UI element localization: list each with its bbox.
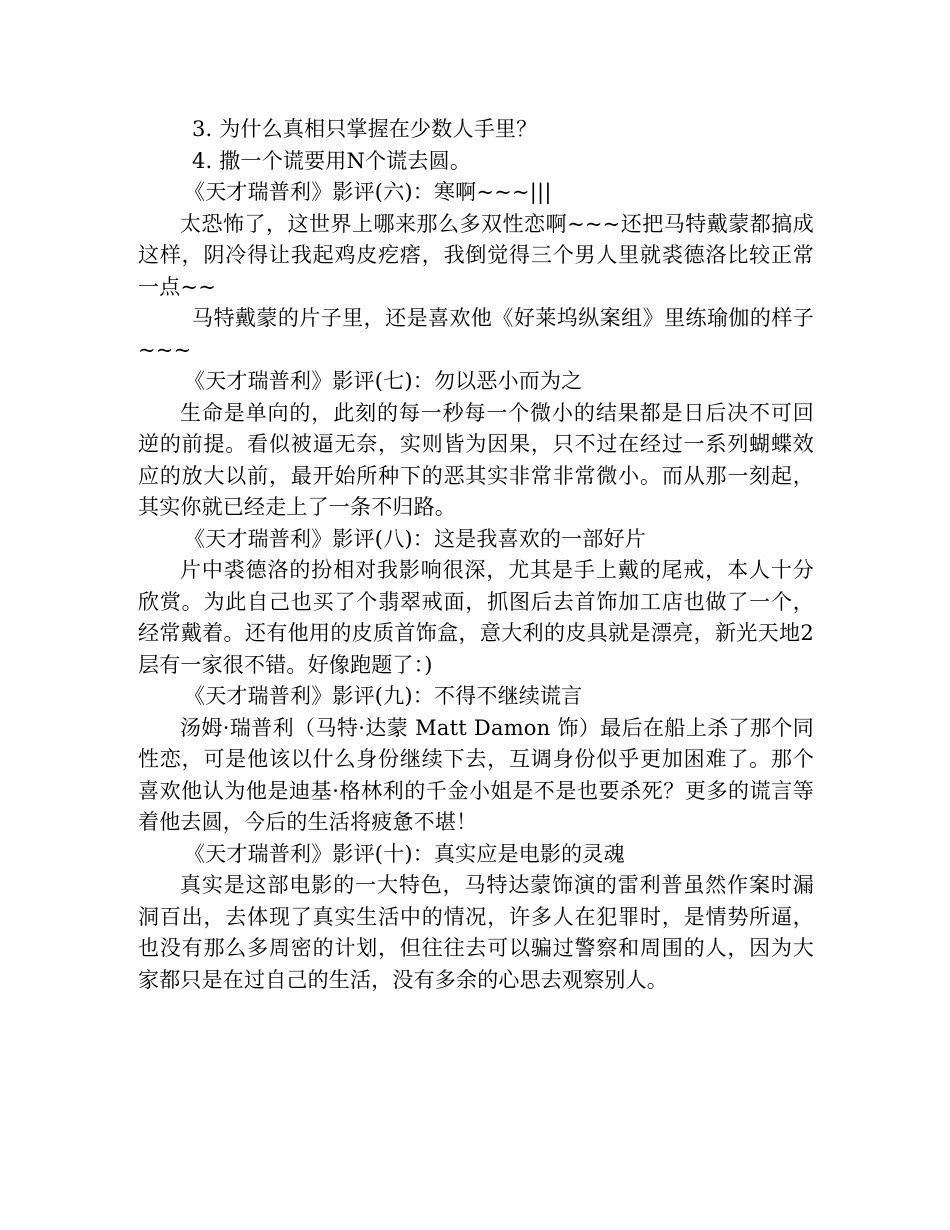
review-title-10: 《天才瑞普利》影评(十)：真实应是电影的灵魂 <box>184 841 625 866</box>
review-body-9: 汤姆·瑞普利（马特·达蒙 Matt Damon 饰）最后在船上杀了那个同性恋，可是他该以什么身份继续下去，互调身份似乎更加困难了。那个喜欢他认为他是迪基·格林利的千金小姐是不是也要杀死？更多的谎言等着他去圆，今后的生活将疲惫不堪！ <box>138 715 814 834</box>
document-body <box>138 114 814 996</box>
review-title-8: 《天才瑞普利》影评(八)：这是我喜欢的一部好片 <box>184 526 646 551</box>
review-title-6: 《天才瑞普利》影评(六)：寒啊~~~||| <box>184 180 552 204</box>
review-body-8: 片中裘德洛的扮相对我影响很深，尤其是手上戴的尾戒，本人十分欣赏。为此自己也买了个翡翠戒面，抓图后去首饰加工店也做了一个，经常戴着。还有他用的皮质首饰盒，意大利的皮具就是漂亮，新光天地2层有一家很不错。好像跑题了：) <box>138 558 814 677</box>
review-body-10: 真实是这部电影的一大特色，马特达蒙饰演的雷利普虽然作案时漏洞百出，去体现了真实生活中的情况，许多人在犯罪时，是情势所逼，也没有那么多周密的计划，但往往去可以骗过警察和周围的人，因为大家都只是在过自己的生活，没有多余的心思去观察别人。 <box>138 873 814 992</box>
list-item-4: 4. 撒一个谎要用N个谎去圆。 <box>192 148 472 173</box>
review-body-6-extra: 马特戴蒙的片子里，还是喜欢他《好莱坞纵案组》里练瑜伽的样子~~~ <box>138 306 814 362</box>
review-title-9: 《天才瑞普利》影评(九)：不得不继续谎言 <box>184 684 583 708</box>
review-body-7: 生命是单向的，此刻的每一秒每一个微小的结果都是日后决不可回逆的前提。看似被逼无奈，实则皆为因果，只不过在经过一系列蝴蝶效应的放大以前，最开始所种下的恶其实非常非常微小。而从那一刻起，其实你就已经走上了一条不归路。 <box>138 400 814 519</box>
list-item-3: 3. 为什么真相只掌握在少数人手里？ <box>192 117 538 141</box>
review-body-6: 太恐怖了，这世界上哪来那么多双性恋啊~~~还把马特戴蒙都搞成这样，阴冷得让我起鸡皮疙瘩，我倒觉得三个男人里就裘德洛比较正常一点~~ <box>138 211 814 299</box>
review-title-7: 《天才瑞普利》影评(七)：勿以恶小而为之 <box>184 369 583 393</box>
